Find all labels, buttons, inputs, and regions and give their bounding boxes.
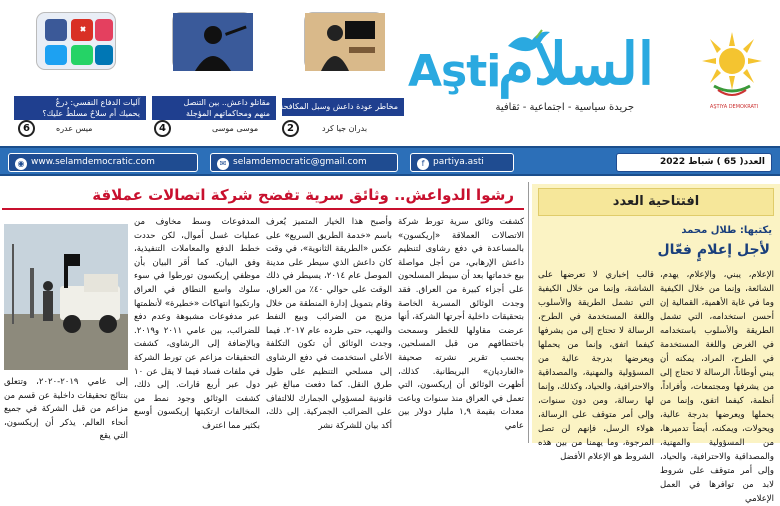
article-column-3: المدفوعات وسط مخاوف من عمليات غسل أموال، لكن حددت خطط الدفع والمعاملات التنفيذية، وفق البيان. كما أقر البيان بأن موظفي إريكسون تورطوا في سوء سلوك واسع النطاق في العراق وارتكبوا انتهاكات «خطيرة» لأنظمتها عبر مدفوعات مشبوهة وعدم دفع للضرائب، بين عامي ٢٠١١ و٢٠١٩. وبالإضافة إلى الرشاوى، كشفت التحقيقات مزاعم عن تورط الشركة في ملفات فساد فيما لا يقل عن ١٠ دول عبر أربع قارات. إلى ذلك، كشفت الوثائق وجود نمط من المخالفات ارتكبتها إريكسون أوسع بكثير مما اعترف [133, 217, 260, 431]
article-headline[interactable]: رشوا الدواعش.. وثائق سرية تفضح شركة اتصالات عملاقة [2, 182, 524, 210]
teaser-3-headline[interactable]: مخاطر عودة داعش وسبل المكافحة [282, 98, 404, 116]
editorial-title[interactable]: لأجل إعلامٍ فعّال [657, 242, 770, 258]
editorial-heading: افتتاحية العدد [538, 188, 774, 216]
article-column-1: كشفت وثائق سرية تورط شركة الاتصالات العملاقة «إريكسون» بالمساعدة في دفع رشاوى لتنظيم داعش الإرهابي، من أجل مواصلة بيع خدماتها بعد أن سيطر المسلحون على أجزاء كبيرة من العراق. فقد وجدت الوثائق المسربة الخاصة بتحقيقات داخلية أجرتها الشركة، أنها عرضت مقاولها للخطر وسمحت باختطافهم من قبل المسلحين، بحسب تقرير نشرته صحيفة «الغارديان» البريطانية. كذلك، أظهرت الوثائق أن إريكسون، التي تعمل في العراق منذ سنوات وباعت معدات بقيمة ١,٩ مليار دولار بين عامي [398, 217, 524, 431]
editorial-text-left: قالب إخباري لا تعرضها على الشاشة، وإنما من خلال الكيفية التي تشمل الطريقة والأسلوب واللغة المستخدمة في الطرح، الرسالة لا تحتاج إلى من يشرفها كيفما اتفق، وإنما من يحملها ويعرضها بدرجة عالية من المسؤولية والمهنية، والمصداقية والاحترافية، والحياد، وكذلك، وإنما لها رسالة، ومن دون سنوات، وإلى أمر متوقف على الرسالة، هولاء الرسل، فإنهم لن تصل المرجوة، وما يهمنا من بين هذه الشروط هو الإعلام الأفضل [538, 270, 654, 462]
globe-icon: ◉ [15, 158, 27, 170]
masthead [0, 0, 780, 146]
logo-latin-text: Aşti [408, 46, 501, 97]
editorial-author: يكتبها: طلال محمد [681, 225, 772, 236]
sun-emblem-icon [700, 30, 764, 100]
emblem-caption: AŞTIYA DEMOKRATI [709, 104, 759, 110]
issue-number-badge: العدد( 65 ) شباط 2022 [616, 153, 772, 172]
teaser-1-author: ميس عدره [56, 124, 93, 133]
facebook-icon: f [417, 158, 429, 170]
teaser-2-author: موسى موسى [212, 124, 259, 133]
facebook-text: partiya.asti [433, 157, 484, 167]
website-link[interactable] [8, 153, 198, 172]
sidebar-divider [528, 182, 529, 443]
teaser-3-page-number: 2 [282, 120, 299, 137]
email-text: selamdemocratic@gmail.com [233, 157, 367, 167]
email-icon: ✉ [217, 158, 229, 170]
teaser-2-headline[interactable]: مقاتلو داعش.. بين التنصل منهم ومحاكماتهم المؤجلة [152, 96, 276, 120]
article-photo[interactable] [4, 224, 128, 370]
article-column-2: وأصبح هذا الخيار المتميز يُعرف باسم «خدمة الطريق السريع» على عكس «الطريقة الثانوية»، في وقت كان داعش الذي سيطر على مدينة الموصل عام ٢٠١٤، يسيطر في ذلك الوقت على حوالي ٤٠٪ من العراق، وقام بتمويل إدارة المنطقة من خلال مزيج من الضرائب وبيع النفط والنهب، حتى طرده عام ٢٠١٧. فيما وجدت الوثائق أن تكون التكلفة الأعلى استخدمت في دفع الرشاوى إلى مسلحي التنظيم على طول طرق النقل. كما دفعت مبالغ غير قانونية لمسؤولي الجمارك للالتفاف على الضرائب الجمركية. إلى ذلك، أكد بيان للشركة نشر [266, 217, 392, 431]
teaser-2-page-number: 4 [154, 120, 171, 137]
contact-info-bar [0, 146, 780, 176]
teaser-3-author: بدران جيا كرد [322, 124, 368, 133]
teaser-3-image[interactable] [304, 12, 384, 70]
newspaper-subtitle: جريدة سياسية - اجتماعية - ثقافية [495, 102, 634, 113]
editorial-text-right: الإعلام، يبني، والإعلام، يهدم، الشائعة، وإنما من خلال الكيفية وما في غاية الأهمية، القمالية إن أحسن استخدامه، التي تشمل الطريقة والأسلوب باستخدامه في الغرض واللغة المستخدمة في الطرح، المراد، يمكنه أن يبني أوطاناً، الرسالة لا تحتاج إلى من يشرفها ومجتمعات، وأفراداً، أنظمة، كيفما اتفق، وإنما من يحملها ويعرضها بدرجة عالية، ويحولات، ويمكنه، أيضاً تدميرها، من المسؤولية والمهنية، والمصداقية والاحترافية، والحياد، وإلى أمر متوقف على شروط لابد من توافرها في العمل الإعلامي [660, 270, 774, 504]
email-link[interactable] [210, 153, 398, 172]
editorial-sidebar [532, 184, 780, 504]
teaser-1-page-number: 6 [18, 120, 35, 137]
teaser-2-image[interactable] [172, 12, 252, 70]
logo-arabic-text: السلام [498, 30, 655, 98]
teaser-1-headline[interactable]: آليات الدفاع النفسي: درعٌ يحميك أم سلاحٌ مسلطٌ عليك؟ [14, 96, 146, 120]
newspaper-logo[interactable] [408, 16, 694, 120]
teaser-1-image[interactable] [36, 12, 116, 70]
facebook-link[interactable] [410, 153, 514, 172]
website-text: www.selamdemocratic.com [31, 157, 155, 167]
article-column-4: إلى عامي ٢٠١٩-٢٠٢٠، وتتعلق بنتائج تحقيقات داخلية عن قسم من مزاعم من قبل الشركة في جميع أنحاء العالم. يذكر أن إريكسون، التي يقع [4, 377, 128, 442]
